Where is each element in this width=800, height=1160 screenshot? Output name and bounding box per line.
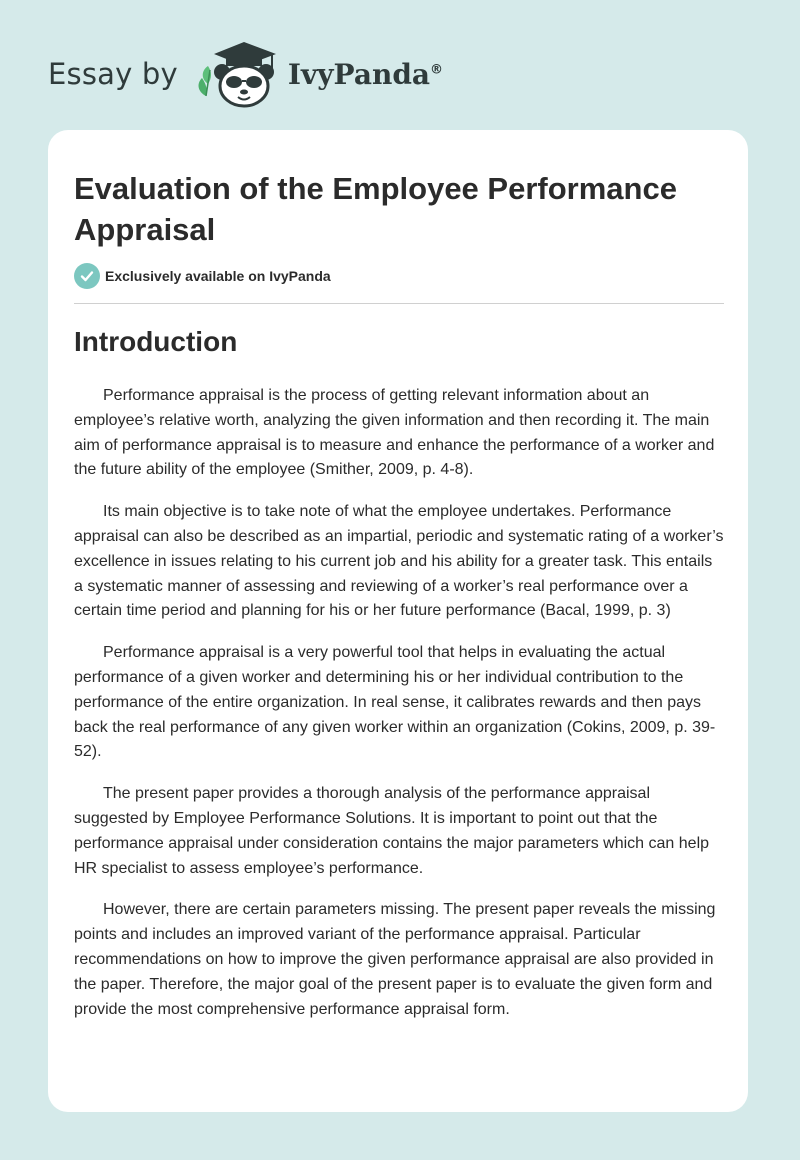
site-header	[48, 34, 443, 114]
badge-label: Exclusively available on IvyPanda	[105, 268, 331, 284]
article-card	[48, 130, 748, 1112]
divider	[74, 303, 724, 304]
paragraph: Performance appraisal is a very powerful tool that helps in evaluating the actual performance of a given worker and determining his or her individual contribution to the performance of the entire organization. In real sense, it calibrates rewards and then pays back the real performance of any given worker within an organization (Cokins, 2009, p. 39-52).	[74, 644, 716, 761]
brand-name[interactable]: IvyPanda®	[287, 57, 444, 91]
ivy-leaf-icon	[198, 66, 210, 96]
essay-by-label: Essay by	[48, 57, 178, 91]
article-body	[74, 384, 724, 1039]
paragraph: However, there are certain parameters missing. The present paper reveals the missing points and includes an improved variant of the performance appraisal. Particular recommendations on how to improve the given performance appraisal are also provided in the paper. Therefore, the major goal of the present paper is to evaluate the given form and provide the most comprehensive performance appraisal form.	[74, 901, 716, 1018]
check-icon	[74, 263, 100, 289]
panda-graduate-icon[interactable]	[192, 34, 284, 115]
registered-mark: ®	[430, 62, 444, 78]
exclusive-badge	[74, 263, 331, 289]
paragraph: The present paper provides a thorough analysis of the performance appraisal suggested by Employee Performance Solutions. It is important to point out that the performance appraisal under consideration contains the major parameters which can help HR specialist to assess employee’s performance.	[74, 785, 710, 877]
paragraph: Its main objective is to take note of what the employee undertakes. Performance appraisal can also be described as an impartial, periodic and systematic rating of a worker’s excellence in issues relating to his current job and his ability for a greater task. This entails a systematic manner of assessing and reviewing of a worker’s real performance over a certain time period and planning for his or her future performance (Bacal, 1999, p. 3)	[74, 503, 724, 620]
section-heading: Introduction	[74, 326, 238, 357]
page-title: Evaluation of the Employee Performance Appraisal	[74, 171, 677, 247]
paragraph: Performance appraisal is the process of getting relevant information about an employee’s relative worth, analyzing the given information and then recording it. The main aim of performance appraisal is to measure and enhance the performance of a worker and the future ability of the employee (Smither, 2009, p. 4-8).	[74, 387, 715, 479]
